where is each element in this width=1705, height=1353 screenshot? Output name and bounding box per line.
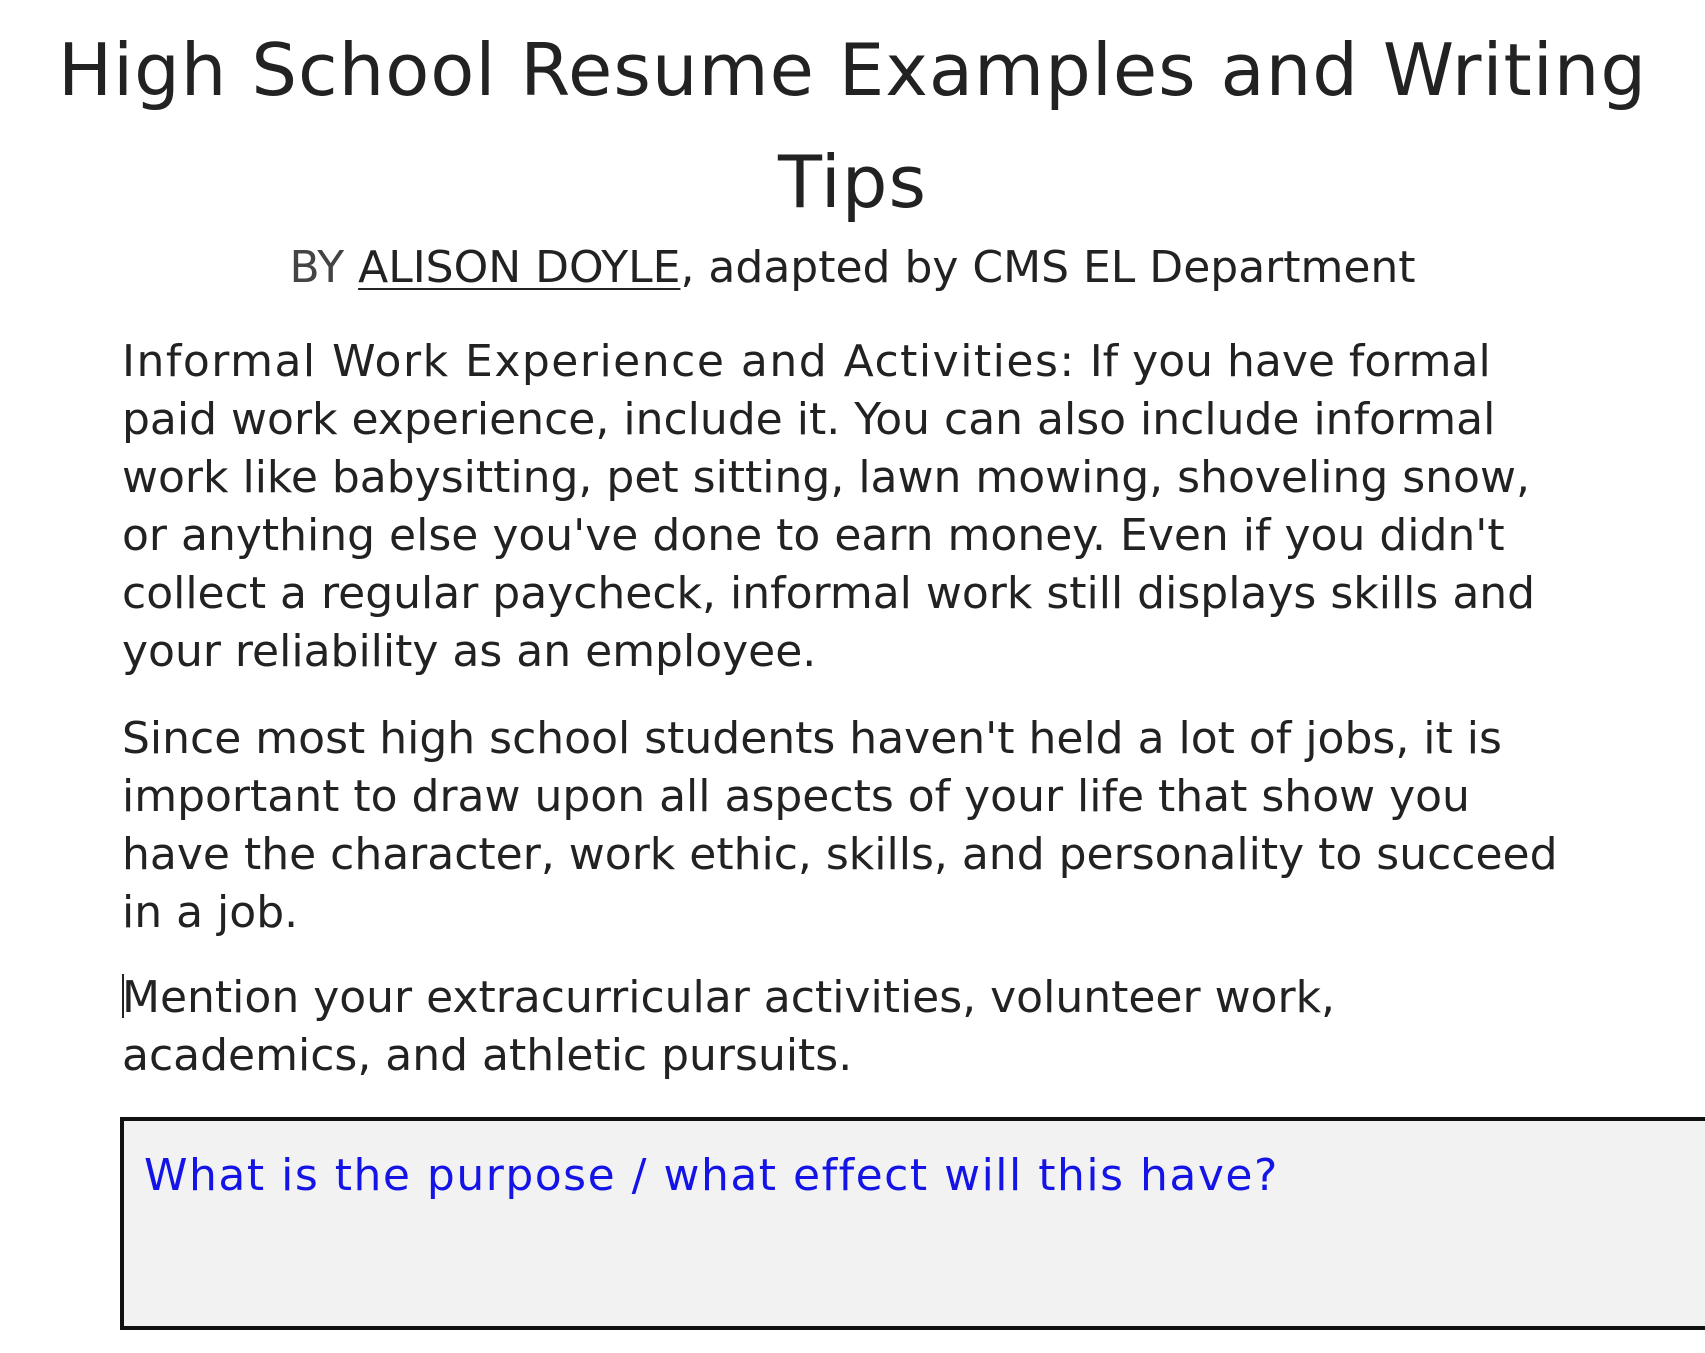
author-link[interactable]: ALISON DOYLE <box>358 242 681 293</box>
paragraph-informal-work <box>122 333 1562 681</box>
paragraph-lead: Informal Work Experience and Activities: <box>122 336 1076 387</box>
document-title: High School Resume Examples and Writing Tips <box>57 28 1648 224</box>
byline <box>0 240 1705 296</box>
paragraph-text: If you have formal paid work experience, include it. You can also include informal work like babysitting, pet sitting, lawn mowing, shoveling snow, or anything else you've done to earn money. Even if you didn't collect a regular paycheck, informal work still displays skills and your reliability as an employee. <box>122 336 1536 677</box>
byline-prefix: BY <box>289 242 359 293</box>
paragraph-text: Mention your extracurricular activities, volunteer work, academics, and athletic pursuits. <box>122 972 1336 1081</box>
byline-suffix: , adapted by CMS EL Department <box>680 242 1416 293</box>
paragraph-draw-upon: Since most high school students haven't held a lot of jobs, it is important to draw upon all aspects of your life that show you have the character, work ethic, skills, and personality to succeed in a job. <box>122 713 1558 938</box>
answer-prompt: What is the purpose / what effect will this have? <box>144 1150 1279 1201</box>
paragraph-mention <box>122 969 1562 1085</box>
